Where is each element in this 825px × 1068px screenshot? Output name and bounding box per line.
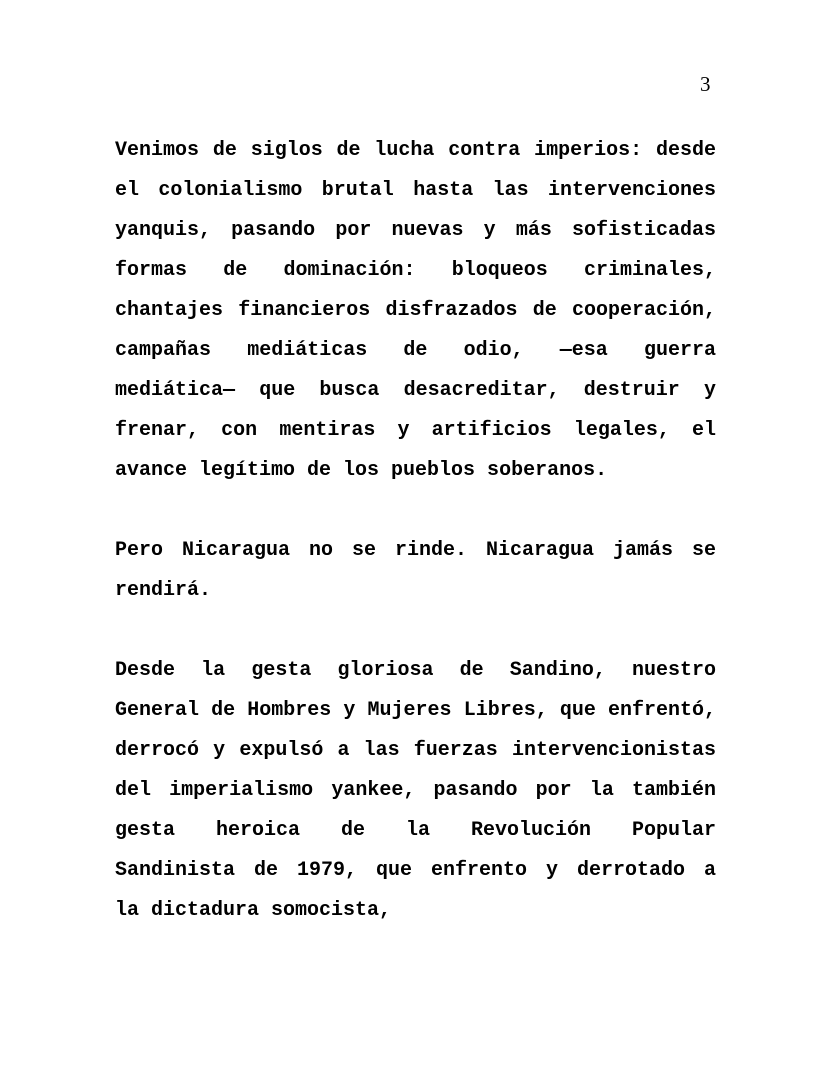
text-line: yanquis, pasando por nuevas y más sofisticadas [115,219,716,242]
text-line: mediática— que busca desacreditar, destruir y [115,379,716,402]
text-line: Desde la gesta gloriosa de Sandino, nuestro [115,659,716,682]
page-number: 3 [700,72,711,96]
text-line: Sandinista de 1979, que enfrento y derrotado a [115,859,716,882]
text-line: derrocó y expulsó a las fuerzas intervencionistas [115,739,716,762]
text-block [115,131,716,931]
text-line: General de Hombres y Mujeres Libres, que enfrentó, [115,699,716,722]
text-line: chantajes financieros disfrazados de cooperación, [115,299,716,322]
text-line: campañas mediáticas de odio, —esa guerra [115,339,716,362]
text-line: frenar, con mentiras y artificios legales, el [115,419,716,442]
paragraph [115,131,716,491]
text-line: la dictadura somocista, [115,899,392,922]
text-line: formas de dominación: bloqueos criminales, [115,259,716,282]
paragraph [115,531,716,611]
text-line: del imperialismo yankee, pasando por la también [115,779,716,802]
text-line: avance legítimo de los pueblos soberanos. [115,459,608,482]
text-line: Venimos de siglos de lucha contra imperios: desde [115,139,716,162]
text-line: Pero Nicaragua no se rinde. Nicaragua jamás se [115,539,716,562]
text-line: rendirá. [115,579,212,602]
text-line: el colonialismo brutal hasta las intervenciones [115,179,716,202]
text-line: gesta heroica de la Revolución Popular [115,819,716,842]
paragraph [115,651,716,931]
